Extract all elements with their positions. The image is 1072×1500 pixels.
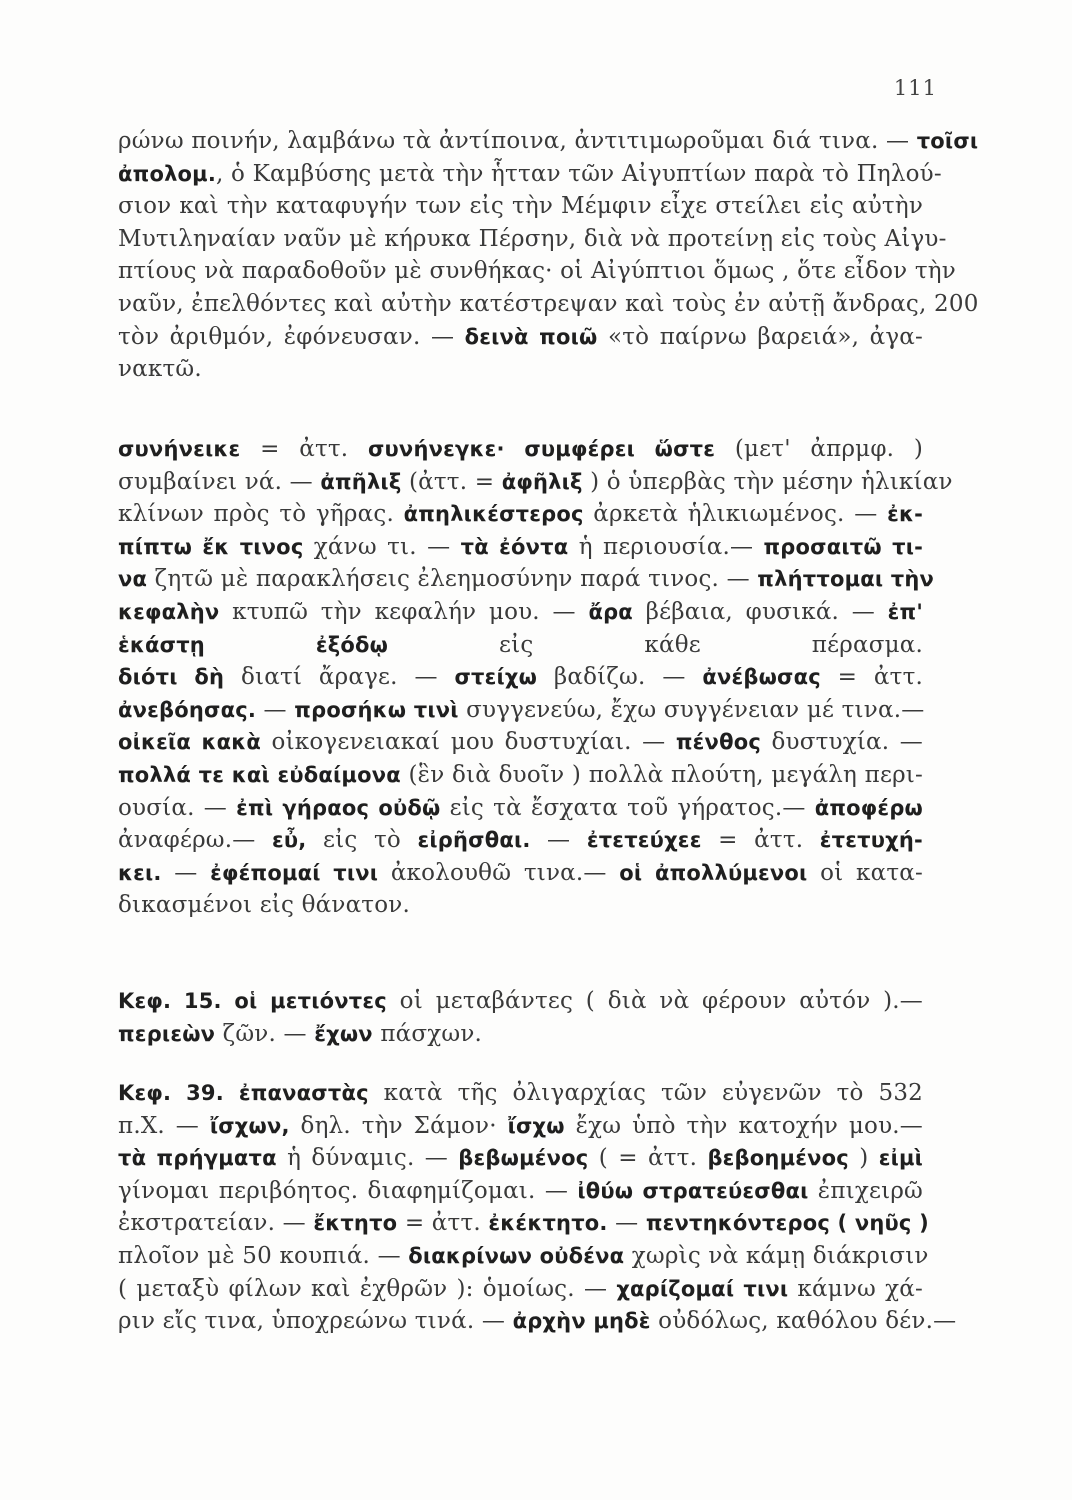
lemma-term: οἰκεῖα κακὰ [118,730,262,755]
gloss-text: πάσχων. [372,1020,483,1047]
lemma-term: προσαιτῶ τι- [763,534,923,559]
lemma-term: ἐκέκτητο. [488,1211,608,1236]
paragraph-chapter-39 [118,1077,957,1338]
lemma-term: ἔκτητο [313,1211,398,1236]
lemma-term: ἀπῆλιξ [320,469,402,494]
text-line [118,223,947,256]
lemma-term: εἰρῆσθαι. [417,828,531,853]
text-line [118,694,923,727]
gloss-text: νακτῶ. [118,356,202,383]
gloss-text: ριν εἴς τινα, ὑποχρεώνω τινά. — [118,1308,513,1335]
gloss-text: πλοῖον μὲ 50 κουπιά. — [118,1242,409,1269]
gloss-text: , ὁ Καμβύσης μετὰ τὴν ἧτταν τῶν Αἰγυπτίων παρὰ τὸ Πηλού- [216,160,942,187]
text-line [118,629,923,662]
text-line [118,353,923,386]
gloss-text: εἰς τὰ ἔσχατα τοῦ γήρατος.— [440,794,815,821]
gloss-text: ουσία. — [118,794,237,821]
lemma-term: συνήνεικε [118,437,241,461]
lemma-term: συνήνεγκε· συμφέρει ὥστε [368,437,716,461]
lemma-term: βεβωμένος [458,1146,589,1171]
gloss-text: βαδίζω. — [537,664,703,691]
text-line [118,1175,923,1208]
lemma-term: ἀφῆλιξ [501,469,583,494]
text-line [118,985,923,1018]
gloss-text: κάμνω χά- [788,1275,923,1302]
gloss-text: γίνομαι περιβόητος. διαφημίζομαι. — [118,1177,578,1204]
gloss-text: ) ὁ ὑπερβὰς τὴν μέσην ἡλικίαν [582,468,953,495]
gloss-text: ἐκστρατείαν. — [118,1210,314,1237]
gloss-text: εἰς τὸ [306,827,418,854]
gloss-text: οἱ μεταβάντες ( διὰ νὰ φέρουν αὐτόν ).— [386,988,923,1014]
lemma-term: περιεὼν [118,1021,216,1046]
lemma-term: διότι δὴ [118,665,225,690]
lemma-term: ἐπὶ γήραος οὐδῷ [236,795,441,820]
gloss-text: — [161,859,211,886]
gloss-text: ρώνω ποινήν, λαμβάνω τὰ ἀντίποινα, ἀντιτιμωροῦμαι διά τινα. — [118,128,917,154]
text-line [118,1240,929,1273]
gloss-text: εἰς κάθε πέρασμα. [388,631,923,658]
paragraph-chapter-15 [118,985,923,1050]
gloss-text: Μυτιληναίαν ναῦν μὲ κήρυκα Πέρσην, διὰ νὰ προτείνῃ εἰς τοὺς Αἰγυ- [118,225,947,252]
paragraph-glossary [118,433,953,922]
gloss-text: ἀναφέρω.— [118,827,272,854]
lemma-term: ἰθύω στρατεύεσθαι [577,1178,809,1203]
gloss-text: διατί ἄραγε. — [224,664,455,691]
lemma-term: ἀπολομ. [118,161,217,186]
text-line [118,596,923,629]
lemma-term: οἱ ἀπολλύμενοι [619,860,808,885]
lemma-term: τοῖσι [916,129,979,153]
gloss-text: οὐδόλως, καθόλου δέν.— [650,1308,957,1335]
gloss-text: ἡ δύναμις. — [276,1145,459,1172]
gloss-text: βέβαια, φυσικά. — [632,598,888,625]
text-line [118,255,956,288]
gloss-text: χωρὶς νὰ κάμῃ διάκρισιν [624,1242,929,1269]
text-line [118,1207,929,1240]
lemma-term: ἔχων [314,1021,373,1046]
lemma-term: ἀρχὴν μηδὲ [512,1309,651,1334]
lemma-term: πένθος [675,730,761,755]
gloss-text: «τὸ παίρνω βαρειά», ἀγα- [597,323,924,350]
text-line [118,321,923,354]
lemma-term: πεντηκόντερος ( νηῦς ) [645,1211,929,1236]
gloss-text: ζῶν. — [215,1020,315,1047]
gloss-text: δυστυχία. — [760,729,923,756]
lemma-term: ἑκάστῃ ἐξόδῳ [118,632,389,657]
text-line [118,158,942,191]
text-line [118,1018,923,1051]
text-line [118,857,923,890]
lemma-term: ἴσχω [507,1113,565,1138]
text-line [118,824,923,857]
lemma-term: τὰ ἐόντα [460,534,569,559]
gloss-text [222,988,235,1014]
lemma-term: ἐπαναστὰς [238,1081,369,1105]
lemma-term: να [118,567,148,592]
lemma-term: βεβοημένος [707,1146,849,1171]
lemma-term: τὰ πρήγματα [118,1146,277,1171]
lemma-term: ἀνέβωσας [702,665,821,690]
text-line [118,563,935,596]
lemma-term: διακρίνων οὐδένα [408,1243,625,1268]
gloss-text: οἱ κατα- [807,859,923,886]
lemma-term: οἱ μετιόντες [234,989,387,1013]
gloss-text: κτυπῶ τὴν κεφαλήν μου. — [219,598,589,625]
text-line [118,466,953,499]
lemma-term: ἀνεβόησας. [118,697,257,722]
page-number: 111 [893,76,937,100]
gloss-text: ( μεταξὺ φίλων καὶ ἐχθρῶν ): ὁμοίως. — [118,1275,617,1302]
text-line [118,759,923,792]
lemma-term: ἀποφέρω [814,795,924,820]
gloss-text: — [607,1210,646,1237]
gloss-text: οἰκογενειακαί μου δυστυχίαι. — [261,729,676,756]
text-line [118,1142,923,1175]
text-line [118,190,923,223]
text-line [118,125,979,158]
text-line [118,288,979,321]
lemma-term: δεινὰ ποιῶ [464,324,598,349]
gloss-text: (ἓν διὰ δυοῖν ) πολλὰ πλούτη, μεγάλη περι- [400,761,923,788]
lemma-term: ἐτετυχή- [819,828,923,853]
lemma-term: ἐφέπομαί τινι [210,860,379,885]
lemma-term: ἐκ- [887,502,923,527]
lemma-term: ἐτετεύχεε [586,828,702,853]
lemma-term: χαρίζομαί τινι [616,1276,789,1301]
text-line [118,1110,923,1143]
text-line [118,1077,923,1110]
gloss-text: ( = ἀττ. [588,1145,708,1172]
gloss-text: ἡ περιουσία.— [568,533,764,560]
gloss-text: ) [848,1145,879,1172]
gloss-text: = ἀττ. [397,1210,489,1237]
lemma-term: εἰμὶ [878,1146,924,1171]
text-line [118,1305,957,1338]
gloss-text: = ἀττ. [820,664,924,691]
lemma-term: πίπτω ἔκ τινος [118,534,304,559]
gloss-text: ἀκολουθῶ τινα.— [378,859,620,886]
text-line [118,1273,923,1306]
gloss-text: ζητῶ μὲ παρακλήσεις ἐλεημοσύνην παρά τινος. — [147,566,758,593]
lemma-term: προσήκω τινὶ [294,697,459,722]
gloss-text: χάνω τι. — [303,533,461,560]
lemma-term: ἀπηλικέστερος [403,502,584,527]
gloss-text: δηλ. τὴν Σάμον· [289,1112,508,1139]
gloss-text: κλίνων πρὸς τὸ γῆρας. [118,501,404,528]
paragraph-continuation [118,125,979,386]
lemma-term: πολλά τε καὶ εὐδαίμονα [118,762,401,787]
gloss-text: — [256,696,295,723]
lemma-term: ἐπ' [887,599,924,624]
text-line [118,498,923,531]
lemma-term: κει. [118,860,162,885]
gloss-text: = ἀττ. [240,436,368,462]
text-line [118,433,923,466]
gloss-text: συμβαίνει νά. — [118,468,321,495]
lemma-term: ἴσχων, [209,1113,290,1138]
gloss-text: συγγενεύω, ἔχω συγγένειαν μέ τινα.— [458,696,925,723]
gloss-text: σιον καὶ τὴν καταφυγήν των εἰς τὴν Μέμφιν εἶχε στείλει εἰς αὐτὴν [118,193,923,220]
gloss-text: ἔχω ὑπὸ τὴν κατοχήν μου.— [564,1112,923,1139]
gloss-text: = ἀττ. [701,827,820,854]
gloss-text: (ἀττ. = [401,468,502,495]
lemma-term: πλήττομαι τὴν [757,567,935,592]
text-line [118,889,923,922]
text-line [118,792,923,825]
gloss-text: τὸν ἀριθμόν, ἐφόνευσαν. — [118,323,465,350]
gloss-text: (μετ' ἀπρμφ. ) [715,436,923,462]
text-line [118,726,923,759]
gloss-text: πτίους νὰ παραδοθοῦν μὲ συνθήκας· οἱ Αἰγύπτιοι ὅμως , ὅτε εἶδον τὴν [118,258,956,285]
gloss-text: κατὰ τῆς ὀλιγαρχίας τῶν εὐγενῶν τὸ 532 [368,1080,923,1106]
lemma-term: κεφαλὴν [118,599,220,624]
gloss-text: — [530,827,587,854]
lemma-term: εὖ, [272,828,307,853]
gloss-text: ἐπιχειρῶ [808,1177,923,1204]
lemma-term: Κεφ. 39. [118,1081,224,1105]
gloss-text: ἀρκετὰ ἡλικιωμένος. — [583,501,888,528]
lemma-term: ἄρα [588,599,633,624]
text-line [118,531,923,564]
lemma-term: στείχω [454,665,538,690]
text-line [118,661,923,694]
lemma-term: Κεφ. 15. [118,989,222,1013]
gloss-text: π.Χ. — [118,1112,210,1139]
gloss-text: ναῦν, ἐπελθόντες καὶ αὐτὴν κατέστρεψαν καὶ τοὺς ἐν αὐτῇ ἄνδρας, 200 [118,290,979,317]
gloss-text: δικασμένοι εἰς θάνατον. [118,892,410,919]
gloss-text [224,1080,239,1106]
